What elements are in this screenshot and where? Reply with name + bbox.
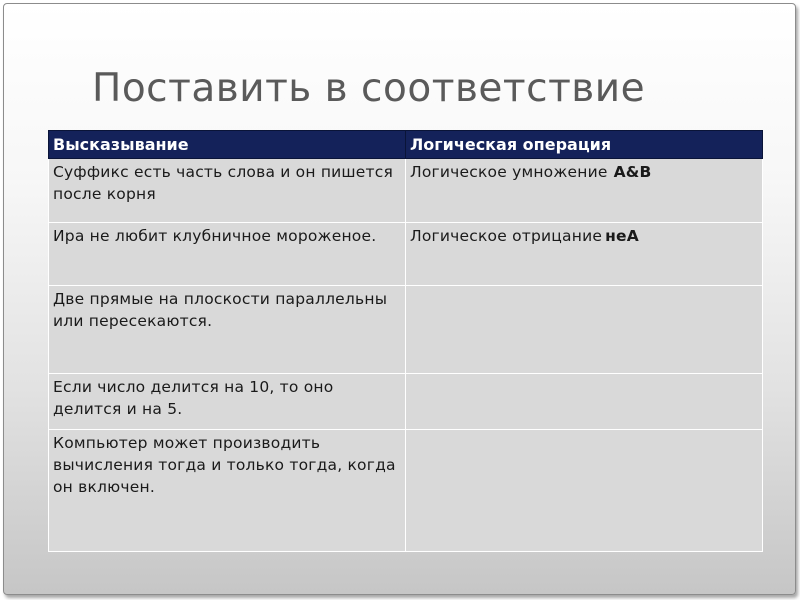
statement-cell (49, 374, 406, 430)
statement-text: Суффикс есть часть слова и он пишется после корня (53, 163, 394, 203)
operation-cell (406, 374, 763, 430)
operation-cell (406, 430, 763, 552)
table-row (49, 286, 763, 374)
operation-text: Логическое отрицание (410, 227, 603, 245)
statement-cell (49, 430, 406, 552)
operation-cell (406, 223, 763, 286)
statement-text: Если число делится на 10, то оно делится и на 5. (53, 378, 334, 418)
slide-title: Поставить в соответствие (92, 66, 646, 111)
header-statement: Высказывание (49, 131, 406, 159)
statement-cell (49, 159, 406, 223)
operation-cell (406, 286, 763, 374)
statement-cell (49, 223, 406, 286)
statement-cell (49, 286, 406, 374)
table-row (49, 430, 763, 552)
statement-text: Компьютер может производить вычисления тогда и только тогда, когда он включен. (53, 434, 396, 496)
statement-text: Две прямые на плоскости параллельны или пересекаются. (53, 290, 388, 330)
statement-text: Ира не любит клубничное мороженое. (53, 227, 377, 245)
table-row (49, 223, 763, 286)
operation-code: неА (605, 227, 639, 245)
table-row (49, 159, 763, 223)
operation-cell (406, 159, 763, 223)
table-header-row (49, 131, 763, 159)
table-row (49, 374, 763, 430)
slide (3, 3, 796, 595)
operation-code: A&B (613, 163, 652, 181)
operation-text: Логическое умножение (410, 163, 608, 181)
matching-table (48, 130, 763, 552)
header-logical-operation: Логическая операция (406, 131, 763, 159)
